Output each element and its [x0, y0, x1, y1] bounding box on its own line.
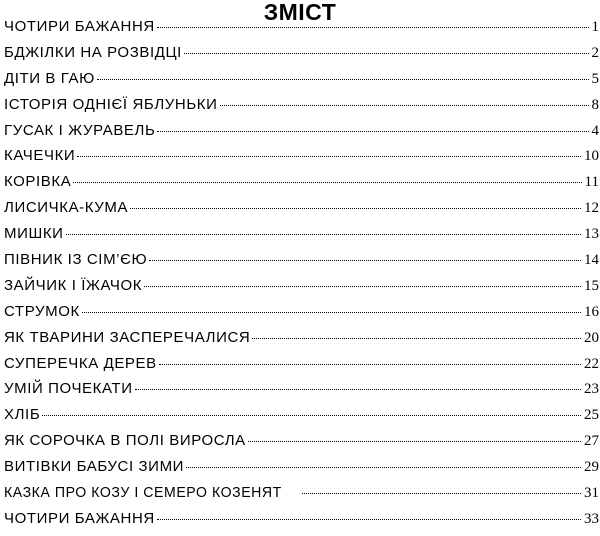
dot-leader [135, 389, 581, 390]
dot-leader [82, 312, 581, 313]
dot-leader [157, 519, 581, 520]
dot-leader [149, 260, 581, 261]
toc-entry-title: КАЗКА ПРО КОЗУ І СЕМЕРО КОЗЕНЯТ [4, 484, 282, 502]
toc-entry [4, 484, 599, 510]
toc-entry-page: 2 [591, 44, 599, 61]
toc-entry-page: 4 [591, 122, 599, 139]
toc-entry [4, 44, 599, 70]
toc-entry-title: МИШКИ [4, 225, 64, 243]
dot-leader [252, 338, 581, 339]
toc-entry-title: ДІТИ В ГАЮ [4, 69, 95, 87]
toc-entry-title: КАЧЕЧКИ [4, 147, 76, 165]
toc-entry [4, 458, 599, 484]
toc-entry-page: 23 [584, 381, 599, 398]
dot-leader [159, 364, 581, 365]
toc-entry-title: БДЖІЛКИ НА РОЗВІДЦІ [4, 43, 182, 61]
toc-entry-page: 10 [584, 148, 599, 165]
dot-leader [220, 105, 589, 106]
toc-entry-page: 16 [584, 303, 599, 320]
toc-entry-page: 31 [584, 485, 599, 502]
dot-leader [157, 27, 589, 28]
toc-entry-page: 11 [584, 174, 599, 191]
toc-entry-title: ЯК СОРОЧКА В ПОЛІ ВИРОСЛА [4, 432, 246, 450]
toc-entry-title: СУПЕРЕЧКА ДЕРЕВ [4, 354, 157, 372]
toc-entry-page: 20 [584, 329, 599, 346]
toc-entry-title: СТРУМОК [4, 302, 80, 320]
toc-entry-page: 1 [591, 19, 599, 35]
toc-entry-page: 25 [584, 407, 599, 424]
toc-entry-title: УМІЙ ПОЧЕКАТИ [4, 380, 133, 398]
toc-entry-page: 5 [591, 70, 599, 87]
toc-entry-page: 33 [584, 510, 599, 527]
toc-entry [4, 251, 599, 277]
dot-leader [73, 182, 581, 183]
toc-entry [4, 432, 599, 458]
toc-entry [4, 70, 599, 96]
toc-entry-page: 13 [584, 226, 599, 243]
dot-leader [42, 415, 581, 416]
toc-entry-title: ЯК ТВАРИНИ ЗАСПЕРЕЧАЛИСЯ [4, 328, 251, 346]
toc-entry [4, 355, 599, 381]
toc-entry [4, 18, 599, 44]
toc-entry-page: 14 [584, 252, 599, 269]
toc-entry [4, 199, 599, 225]
toc-entry-page: 12 [584, 200, 599, 217]
toc-entry-page: 8 [591, 96, 599, 113]
toc-entry-title: ІСТОРІЯ ОДНІЄЇ ЯБЛУНЬКИ [4, 95, 218, 113]
toc-entry [4, 225, 599, 251]
toc-entry [4, 277, 599, 303]
dot-leader [77, 156, 581, 157]
toc-entry [4, 510, 599, 536]
dot-leader [302, 493, 581, 494]
toc-entry-title: ЧОТИРИ БАЖАННЯ [4, 18, 155, 35]
toc-entry [4, 380, 599, 406]
toc-entry-page: 22 [584, 355, 599, 372]
toc-entry-title: КОРІВКА [4, 173, 72, 191]
toc-entry [4, 406, 599, 432]
dot-leader [144, 286, 581, 287]
dot-leader [66, 234, 581, 235]
toc-entry [4, 173, 599, 199]
toc-entry [4, 122, 599, 148]
toc-entry [4, 147, 599, 173]
toc-entry-title: ЗАЙЧИК І ЇЖАЧОК [4, 276, 143, 294]
toc-entry-title: ХЛІБ [4, 406, 41, 424]
toc-entry-title: ГУСАК І ЖУРАВЕЛЬ [4, 121, 156, 139]
toc-entry [4, 329, 599, 355]
toc-entry-title: ПІВНИК ІЗ СІМ’ЄЮ [4, 251, 148, 269]
toc-entry [4, 303, 599, 329]
toc-entry-title: ВИТІВКИ БАБУСІ ЗИМИ [4, 458, 185, 476]
dot-leader [186, 467, 581, 468]
dot-leader [248, 441, 581, 442]
table-of-contents [4, 18, 599, 536]
page-title: ЗМІСТ [263, 0, 337, 25]
dot-leader [157, 131, 588, 132]
toc-entry-title: ЛИСИЧКА-КУМА [4, 199, 129, 217]
toc-entry-page: 29 [584, 459, 599, 476]
toc-entry-page: 15 [584, 277, 599, 294]
toc-entry-page: 27 [584, 433, 599, 450]
toc-entry [4, 96, 599, 122]
dot-leader [97, 79, 589, 80]
dot-leader [130, 208, 581, 209]
toc-entry-title: ЧОТИРИ БАЖАННЯ [4, 509, 155, 527]
dot-leader [184, 53, 589, 54]
